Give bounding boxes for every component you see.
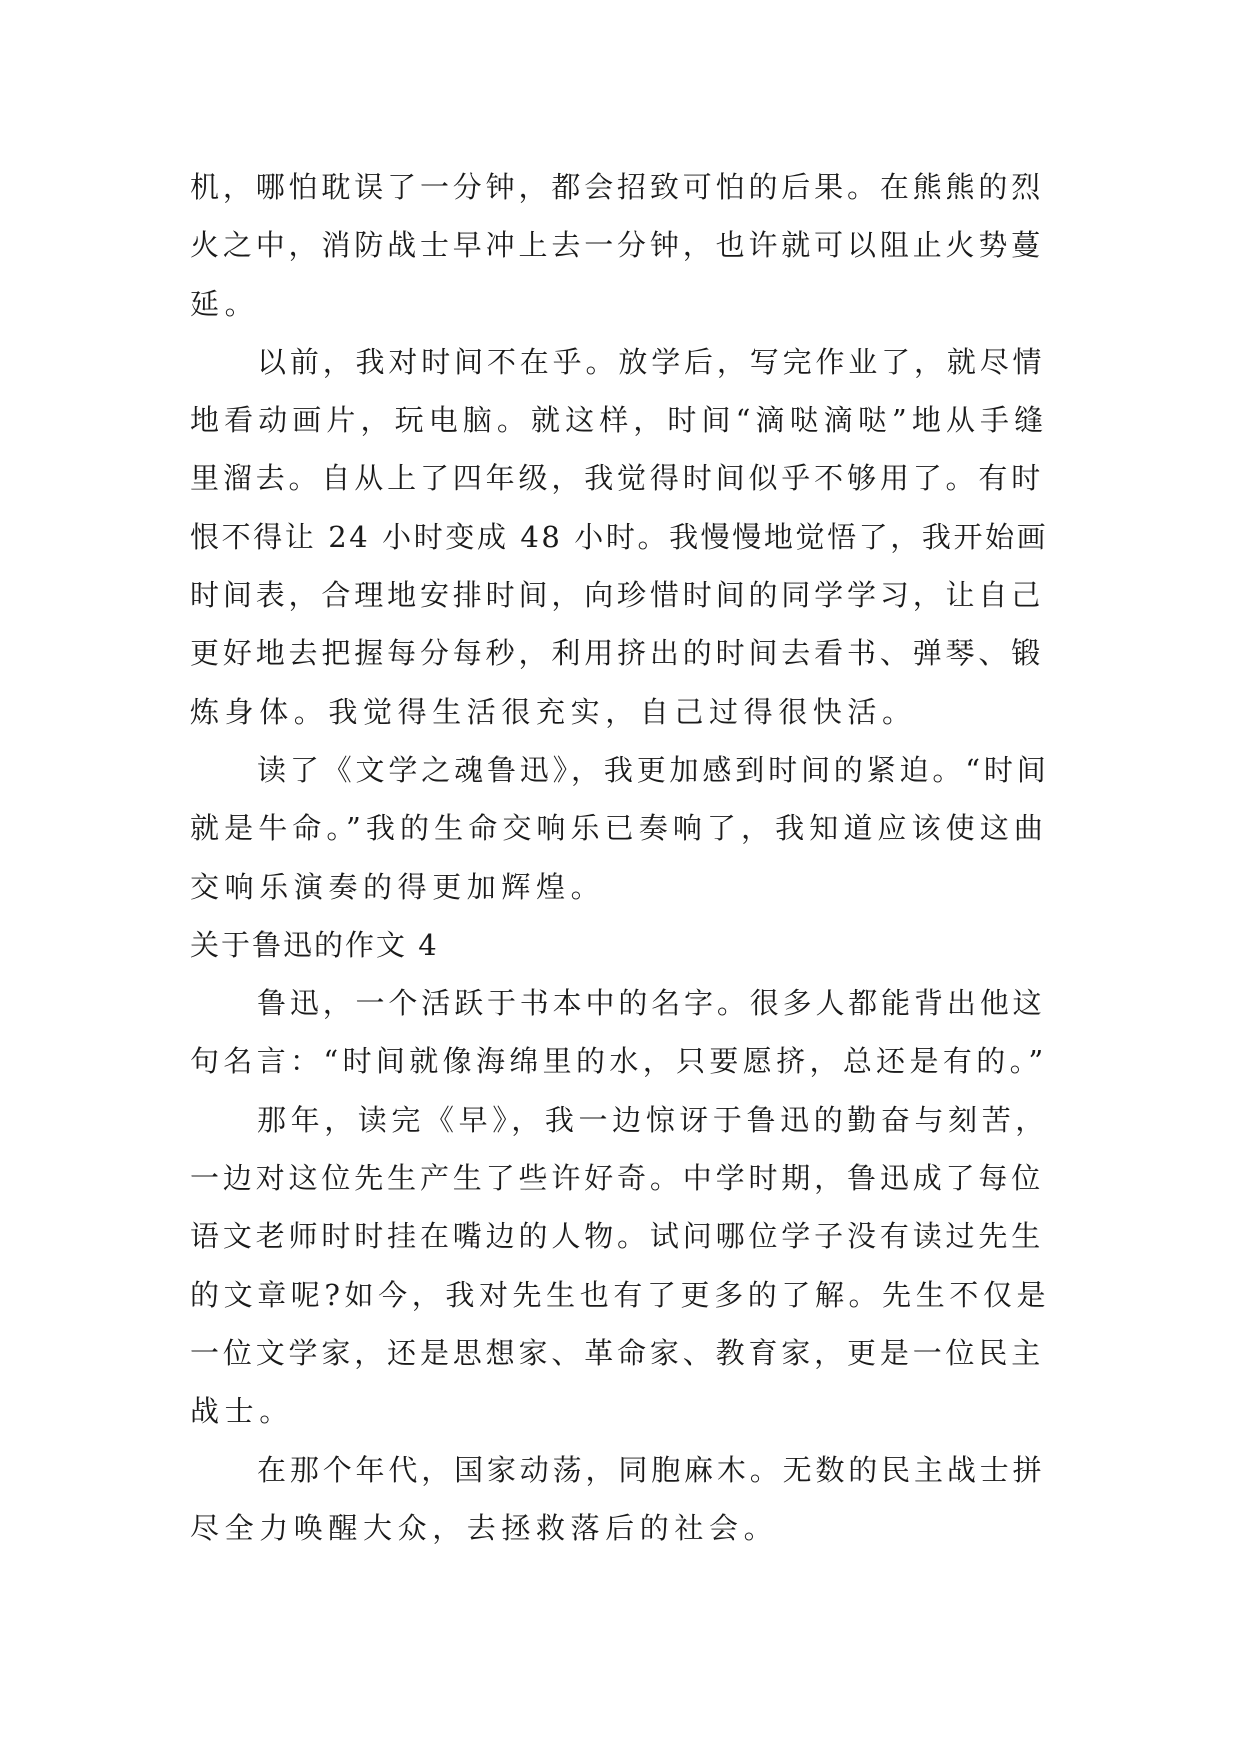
text-line: 的文章呢?如今，我对先生也有了更多的了解。先生不仅是: [190, 1277, 1051, 1312]
text-line: 延。: [190, 286, 260, 321]
text-line: 语文老师时时挂在嘴边的人物。试问哪位学子没有读过先生: [190, 1219, 1045, 1254]
text-line: 读了《文学之魂鲁迅》，我更加感到时间的紧迫。“时间: [257, 752, 1050, 787]
text-line: 尽全力唤醒大众，去拯救落后的社会。: [190, 1510, 779, 1545]
text-line: 交响乐演奏的得更加辉煌。: [190, 869, 606, 904]
text-line: 就是牛命。”我的生命交响乐已奏响了，我知道应该使这曲: [190, 811, 1048, 846]
document-body: [190, 158, 1050, 1557]
text-line: 炼身体。我觉得生活很充实，自己过得很快活。: [190, 694, 917, 729]
text-line: 时间表，合理地安排时间，向珍惜时间的同学学习，让自己: [190, 578, 1045, 613]
text-line: 里溜去。自从上了四年级，我觉得时间似乎不够用了。有时: [190, 461, 1045, 496]
text-line: 战士。: [190, 1394, 294, 1429]
text-line: 机，哪怕耽误了一分钟，都会招致可怕的后果。在熊熊的烈: [190, 170, 1045, 204]
text-line: 鲁迅，一个活跃于书本中的名字。很多人都能背出他这: [257, 986, 1046, 1021]
text-line: 句名言：“时间就像海绵里的水，只要愿挤，总还是有的。”: [190, 1044, 1048, 1079]
text-line: 一位文学家，还是思想家、革命家、教育家，更是一位民主: [190, 1335, 1045, 1370]
text-line: 火之中，消防战士早冲上去一分钟，也许就可以阻止火势蔓: [190, 228, 1045, 263]
text-line: 恨不得让 24 小时变成 48 小时。我慢慢地觉悟了，我开始画: [190, 519, 1049, 554]
section-heading: 关于鲁迅的作文 4: [190, 927, 439, 962]
text-line: 一边对这位先生产生了些许好奇。中学时期，鲁迅成了每位: [190, 1161, 1045, 1196]
text-line: 那年，读完《早》，我一边惊讶于鲁迅的勤奋与刻苦，: [257, 1102, 1049, 1137]
text-line: 更好地去把握每分每秒，利用挤出的时间去看书、弹琴、锻: [190, 636, 1045, 671]
text-line: 以前，我对时间不在乎。放学后，写完作业了，就尽情: [257, 344, 1046, 379]
text-line: 在那个年代，国家动荡，同胞麻木。无数的民主战士拼: [257, 1452, 1046, 1487]
text-line: 地看动画片，玩电脑。就这样，时间“滴哒滴哒”地从手缝: [190, 403, 1049, 438]
